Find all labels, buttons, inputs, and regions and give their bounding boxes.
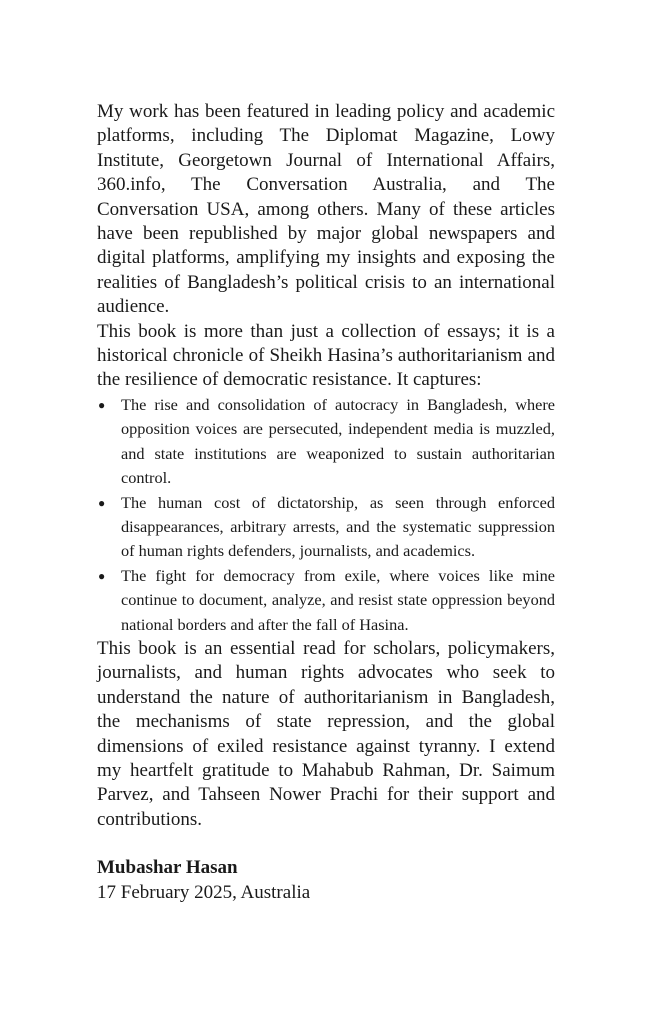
list-item-text: The human cost of dictatorship, as seen through enforced disappearances, arbitrary arrests, and the systematic suppression of human rights defenders, journalists, and academics. — [121, 492, 555, 561]
list-item-text: The fight for democracy from exile, where voices like mine continue to document, analyze, and resist state oppression beyond national borders and after the fall of Hasina. — [121, 565, 555, 634]
list-item-text: The rise and consolidation of autocracy in Bangladesh, where opposition voices are persecuted, independent media is muzzled, and state institutions are weaponized to sustain authoritarian control. — [121, 394, 555, 488]
author-name: Mubashar Hasan — [97, 857, 238, 879]
list-item — [97, 564, 555, 637]
bullet-icon: ● — [98, 495, 106, 510]
bullet-icon: ● — [98, 568, 106, 583]
list-item — [97, 393, 555, 491]
date-place: 17 February 2025, Australia — [97, 881, 311, 903]
bullet-icon: ● — [98, 397, 106, 412]
paragraph-book-overview: This book is more than just a collection of essays; it is a historical chronicle of Sheikh Hasina’s authoritarianism and the resilience of democratic resistance. It captures: — [97, 320, 555, 391]
signature-block — [97, 856, 555, 905]
paragraph-featured-work: My work has been featured in leading policy and academic platforms, including The Diplomat Magazine, Lowy Institute, Georgetown Journal of International Affairs, 360.info, The Conversation Australia, and The Conversation USA, among others. Many of these articles have been republished by major global newspapers and digital platforms, amplifying my insights and exposing the realities of Bangladesh’s political crisis to an international audience. — [97, 101, 555, 318]
document-page — [97, 100, 555, 905]
captures-list — [97, 393, 555, 637]
list-item — [97, 491, 555, 564]
paragraph-essential-read: This book is an essential read for scholars, policymakers, journalists, and human rights advocates who seek to understand the nature of authoritarianism in Bangladesh, the mechanisms of state repression, and the global dimensions of exiled resistance against tyranny. I extend my heartfelt gratitude to Mahabub Rahman, Dr. Saimum Parvez, and Tahseen Nower Prachi for their support and contributions. — [97, 637, 555, 830]
